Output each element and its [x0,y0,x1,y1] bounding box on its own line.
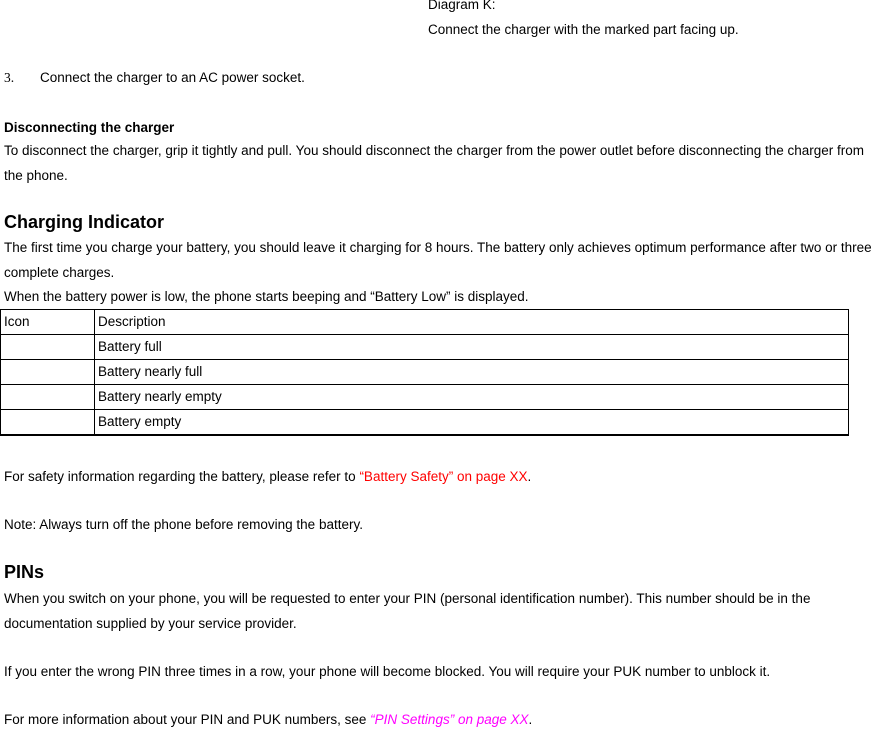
battery-description: Battery empty [95,410,849,436]
pin-settings-link[interactable]: “PIN Settings” on page XX [370,712,529,727]
battery-icon-cell [1,410,95,436]
battery-icon-cell [1,335,95,360]
note-text: Note: Always turn off the phone before removing the battery. [4,517,363,532]
pins-more-paragraph [4,712,532,727]
disconnect-heading: Disconnecting the charger [4,120,175,135]
battery-description: Battery full [95,335,849,360]
battery-safety-link[interactable]: “Battery Safety” on page XX [359,469,528,484]
diagram-caption: Connect the charger with the marked part facing up. [428,22,739,37]
step-text: Connect the charger to an AC power socket. [40,70,305,85]
safety-suffix: . [527,469,532,484]
battery-icon-cell [1,360,95,385]
battery-indicator-table [0,309,849,436]
charging-body-2: When the battery power is low, the phone starts beeping and “Battery Low” is displayed. [4,289,529,304]
pins-body-1: When you switch on your phone, you will be requested to enter your PIN (personal identification number). This number should be in the documentation supplied by your service provider. [4,591,811,631]
table-row [1,410,849,436]
diagram-label: Diagram K: [428,0,496,12]
safety-prefix: For safety information regarding the battery, please refer to [4,469,360,484]
table-row [1,360,849,385]
step-number: 3. [4,70,15,85]
table-row [1,385,849,410]
charging-body-1: The first time you charge your battery, you should leave it charging for 8 hours. The battery only achieves optimum performance after two or three complete charges. [4,240,872,280]
charging-heading: Charging Indicator [4,212,165,232]
pins-more-prefix: For more information about your PIN and PUK numbers, see [4,712,371,727]
battery-description: Battery nearly empty [95,385,849,410]
table-header-row [1,310,849,335]
disconnect-body: To disconnect the charger, grip it tightly and pull. You should disconnect the charger from the power outlet before disconnecting the charger from the phone. [4,143,865,183]
safety-paragraph [4,469,531,484]
table-row [1,335,849,360]
battery-icon-cell [1,385,95,410]
table-header-cell: Description [95,310,849,335]
pins-more-suffix: . [528,712,533,727]
table-header-cell: Icon [1,310,95,335]
pins-body-2: If you enter the wrong PIN three times in a row, your phone will become blocked. You will require your PUK number to unblock it. [4,664,771,679]
pins-heading: PINs [4,562,45,582]
battery-description: Battery nearly full [95,360,849,385]
